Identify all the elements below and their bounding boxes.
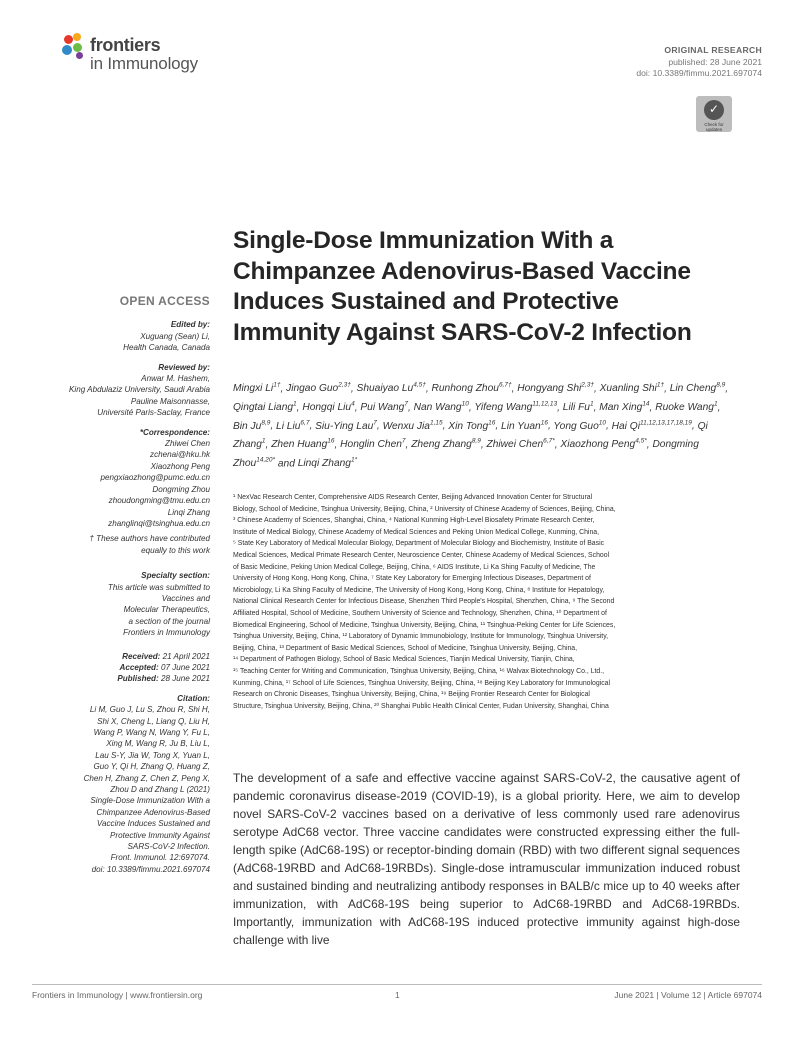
- author-affiliation-marker: 14,20*: [256, 456, 276, 464]
- affiliation-line: Microbiology, Li Ka Shing Faculty of Medicine, The University of Hong Kong, Hong Kong, China, ⁸ Institute for Hepatology,: [233, 586, 605, 594]
- author-name-text: Mingxi Li: [233, 383, 274, 395]
- sidebar-line: Vaccines and: [161, 593, 210, 603]
- author-affiliation-marker: 16: [327, 438, 335, 446]
- affiliation-line: of Basic Medicine, Peking Union Medical College, Beijing, China, ⁶ AIDS Institute, Li Ka Shing Faculty of Medicine, The: [233, 563, 596, 571]
- sidebar-line: Chen H, Zhang Z, Chen Z, Peng X,: [83, 773, 210, 783]
- article-dates: [10, 651, 210, 685]
- author-affiliation-marker: 11,12,13,17,18,19: [639, 419, 692, 427]
- author-name-text: Xuanling Shi: [599, 383, 657, 395]
- citation-heading: Citation:: [177, 693, 210, 703]
- author-name[interactable]: [600, 383, 664, 394]
- sidebar-line: Single-Dose Immunization With a: [90, 796, 210, 806]
- sidebar-line: Li M, Guo J, Lu S, Zhou R, Shi H,: [89, 705, 210, 715]
- email-link[interactable]: zchenai@hku.hk: [150, 450, 210, 460]
- sidebar-line: Zhiwei Chen: [165, 439, 210, 449]
- author-name[interactable]: [655, 402, 717, 413]
- sidebar-line: Chimpanzee Adenovirus-Based: [96, 807, 210, 817]
- journal-name-line1: frontiers: [90, 35, 161, 55]
- affiliation-line: ¹ NexVac Research Center, Comprehensive AIDS Research Center, Beijing Advanced Innovation Center for Structural: [233, 494, 593, 501]
- author-name[interactable]: [340, 439, 405, 450]
- frontiers-logo-icon: [62, 33, 88, 59]
- author-affiliation-marker: 16: [540, 419, 548, 427]
- author-affiliation-marker: 4,5*: [635, 438, 647, 446]
- author-affiliation-marker: 1†: [656, 382, 665, 389]
- affiliation-line: Institute of Medical Biology, Chinese Academy of Medical Sciences and Peking Union Medical College, Kunming, China,: [233, 528, 600, 536]
- author-name-text: Zheng Zhang: [411, 439, 472, 451]
- author-affiliation-marker: 1: [261, 438, 266, 446]
- author-name-text: Siu-Ying Lau: [315, 420, 374, 432]
- author-name[interactable]: [233, 421, 270, 432]
- affiliation-line: ¹⁵ Teaching Center for Writing and Communication, Tsinghua University, Beijing, China, ¹⁶ Walvax Biotechnology Co., Ltd.,: [233, 667, 605, 675]
- affiliation-line: ⁵ State Key Laboratory of Medical Molecular Biology, Department of Molecular Biology and Biochemistry, Institute of Basic: [233, 540, 605, 548]
- edited-by-heading: Edited by:: [170, 320, 210, 330]
- published-date: published: 28 June 2021: [668, 56, 762, 67]
- author-affiliation-marker: 1: [293, 400, 297, 408]
- affiliation-line: Kunming, China, ¹⁷ School of Life Sciences, Tsinghua University, Beijing, China, ¹⁸ Beijing Key Laboratory for Immunological: [233, 679, 611, 687]
- author-name-text: Man Xing: [599, 402, 643, 414]
- author-affiliation-marker: 6,7*: [543, 438, 555, 446]
- author-name[interactable]: [315, 421, 377, 432]
- author-affiliation-marker: 1†: [273, 382, 281, 389]
- author-name-text: Qingtai Liang: [233, 402, 294, 414]
- author-name-text: Jingao Guo: [286, 383, 339, 395]
- author-name[interactable]: [474, 402, 557, 413]
- edited-by: [10, 331, 210, 354]
- specialty-heading: Specialty section:: [141, 571, 210, 581]
- page-number: 1: [395, 990, 400, 1000]
- author-affiliation-marker: 7: [404, 400, 408, 408]
- affiliation-line: ³ Chinese Academy of Sciences, Shanghai, China, ⁴ National Kunming High-Level Biosafety Primate Research Center,: [233, 517, 595, 525]
- specialty-section: [10, 582, 210, 639]
- author-affiliation-marker: 7: [373, 419, 377, 427]
- author-affiliation-marker: 1*: [350, 456, 358, 464]
- correspondence: [10, 438, 210, 529]
- author-name-text: Lin Yuan: [501, 420, 541, 432]
- author-name[interactable]: [553, 421, 606, 432]
- author-affiliation-marker: 8,9: [261, 419, 271, 427]
- received-date: Received: 21 April 2021: [122, 651, 210, 661]
- sidebar-line: Zhou D and Zhang L (2021): [110, 785, 210, 795]
- sidebar-line: a section of the journal: [128, 616, 210, 626]
- author-name[interactable]: [517, 383, 594, 394]
- author-name[interactable]: [501, 421, 548, 432]
- author-affiliation-marker: 2,3†: [338, 382, 351, 389]
- sidebar-line: Front. Immunol. 12:697074.: [110, 853, 210, 863]
- sidebar-line: Guo Y, Qi H, Zhang Q, Huang Z,: [93, 762, 210, 772]
- sidebar-line: King Abdulaziz University, Saudi Arabia: [69, 385, 210, 395]
- author-affiliation-marker: 4,5†: [413, 382, 426, 389]
- citation: [10, 704, 210, 875]
- author-affiliation-marker: 1,15: [429, 419, 443, 427]
- sidebar-line: Molecular Therapeutics,: [123, 605, 210, 615]
- author-name[interactable]: [298, 458, 357, 469]
- author-name[interactable]: [448, 421, 495, 432]
- author-name-text: Shuaiyao Lu: [356, 383, 414, 395]
- author-name-text: Yong Guo: [553, 420, 599, 432]
- affiliation-line: National Clinical Research Center for Infectious Disease, Shenzhen Third People's Hospital, Shenzhen, China, ⁹ The Second: [233, 598, 615, 606]
- author-name-text: Li Liu: [276, 420, 301, 432]
- sidebar-line: Linqi Zhang: [167, 507, 210, 517]
- author-affiliation-marker: 8,9: [716, 382, 726, 389]
- author-name[interactable]: [411, 439, 481, 450]
- email-link[interactable]: zhanglinqi@tsinghua.edu.cn: [108, 518, 210, 528]
- author-affiliation-marker: 16: [488, 419, 496, 427]
- author-name[interactable]: [414, 402, 469, 413]
- article-meta: [636, 45, 762, 80]
- sidebar-line: Shi X, Cheng L, Liang Q, Liu H,: [97, 716, 210, 726]
- author-name[interactable]: [233, 383, 280, 394]
- author-name[interactable]: [612, 421, 692, 432]
- sidebar-line: Xiaozhong Peng: [150, 461, 210, 471]
- sidebar-line: Health Canada, Canada: [123, 343, 210, 353]
- accepted-date: Accepted: 07 June 2021: [119, 662, 210, 672]
- author-name-text: Lili Fu: [562, 402, 590, 414]
- author-name[interactable]: [233, 402, 297, 413]
- author-name[interactable]: [599, 402, 649, 413]
- author-name[interactable]: [563, 402, 594, 413]
- sidebar-line: SARS-CoV-2 Infection.: [127, 842, 210, 852]
- author-name-text: Hai Qi: [611, 420, 640, 432]
- journal-name-line2: in Immunology: [90, 54, 198, 73]
- author-name-text: Hongyang Shi: [517, 383, 582, 395]
- affiliation-line: Structure, Tsinghua University, Beijing, China, ²⁰ Shanghai Public Health Clinical Center, Fudan University, Shanghai, China: [233, 702, 609, 710]
- author-name-text: Nan Wang: [413, 402, 462, 414]
- article-doi[interactable]: doi: 10.3389/fimmu.2021.697074: [636, 68, 762, 78]
- journal-logo: [62, 33, 232, 83]
- reviewed-by: [10, 373, 210, 419]
- author-affiliation-marker: 4: [351, 400, 355, 408]
- affiliation-line: Tsinghua University, Beijing, China, ¹² Laboratory of Dynamic Immunobiology, Institute for Immunology, Tsinghua University,: [233, 633, 609, 641]
- affiliation-line: University of Hong Kong, Hong Kong, China, ⁷ State Key Laboratory for Emerging Infectious Diseases, Department of: [233, 575, 591, 583]
- sidebar-line: Lau S-Y, Jia W, Tong X, Yuan L,: [95, 750, 210, 760]
- sidebar-line: Protective Immunity Against: [109, 830, 210, 840]
- author-name-text: Runhong Zhou: [431, 383, 499, 395]
- author-affiliation-marker: 14: [642, 400, 650, 408]
- author-name-text: Honglin Chen: [340, 439, 402, 451]
- sidebar-line: † These authors have contributed: [89, 534, 210, 544]
- author-affiliation-marker: 1: [589, 400, 594, 408]
- author-affiliation-marker: 7: [401, 438, 406, 446]
- citation-doi-link[interactable]: doi: 10.3389/fimmu.2021.697074: [91, 864, 210, 874]
- author-name[interactable]: [357, 383, 426, 394]
- affiliations: [233, 492, 733, 712]
- author-name[interactable]: [383, 421, 443, 432]
- author-name[interactable]: [360, 402, 408, 413]
- email-link[interactable]: zhoudongming@tmu.edu.cn: [108, 496, 210, 506]
- footer-divider: [32, 984, 762, 985]
- sidebar-line: Xuguang (Sean) Li,: [140, 331, 210, 341]
- sidebar-line: equally to this work: [141, 545, 210, 555]
- author-name[interactable]: [276, 421, 309, 432]
- author-name-text: Xin Tong: [448, 420, 489, 432]
- author-name-text: Pui Wang: [360, 402, 405, 414]
- sidebar-line: Vaccine Induces Sustained and: [96, 819, 210, 829]
- correspondence-heading: *Correspondence:: [139, 427, 210, 437]
- reviewed-by-heading: Reviewed by:: [158, 362, 210, 372]
- author-affiliation-marker: 10: [461, 400, 469, 408]
- affiliation-line: Biomedical Engineering, School of Medicine, Tsinghua University, Beijing, China, ¹¹ Tsinghua-Peking Center for Life Sciences,: [233, 621, 616, 629]
- author-name-text: Dongming Zhou: [233, 439, 699, 470]
- affiliation-line: Medical Sciences, Medical Primate Research Center, Neuroscience Center, Chinese Academy of Medical Sciences, School: [233, 551, 610, 559]
- affiliation-line: Research on Chronic Diseases, Tsinghua University, Beijing, China, ¹⁹ Beijing Frontier Research Center for Biological: [233, 691, 590, 699]
- article-type: ORIGINAL RESEARCH: [664, 45, 762, 55]
- affiliation-line: Beijing, China, ¹³ Department of Basic Medical Sciences, School of Medicine, Tsinghua University, Beijing, China,: [233, 644, 578, 652]
- author-affiliation-marker: 11,12,13: [532, 400, 558, 408]
- author-affiliation-marker: 1: [713, 400, 718, 408]
- author-name-text: Xiaozhong Peng: [560, 439, 636, 451]
- author-name-text: Lin Cheng: [669, 383, 717, 395]
- equal-contribution-note: [10, 533, 210, 556]
- author-name-text: Bin Ju: [233, 420, 262, 432]
- check-for-updates-badge[interactable]: [696, 96, 732, 132]
- sidebar-line: Wang P, Wang N, Wang Y, Fu L,: [93, 728, 210, 737]
- author-affiliation-marker: 8,9: [471, 438, 481, 446]
- author-name-text: Qi Zhang: [233, 420, 708, 451]
- sidebar-line: Pauline Maisonnasse,: [130, 396, 210, 406]
- author-affiliation-marker: 6,7: [300, 419, 310, 427]
- bookmark-icon: ✓: [704, 100, 724, 120]
- sidebar-line: Xing M, Wang R, Ju B, Liu L,: [106, 739, 210, 749]
- author-name[interactable]: [271, 439, 334, 450]
- author-name[interactable]: [560, 439, 646, 450]
- email-link[interactable]: pengxiaozhong@pumc.edu.cn: [100, 473, 210, 483]
- author-name-text: Wenxu Jia: [382, 420, 430, 432]
- author-name[interactable]: [286, 383, 351, 394]
- published-date-sidebar: Published: 28 June 2021: [117, 674, 210, 684]
- footer-journal[interactable]: Frontiers in Immunology | www.frontiersin.org: [32, 990, 203, 1000]
- author-name[interactable]: [302, 402, 354, 413]
- author-name-text: Zhiwei Chen: [486, 439, 544, 451]
- article-sidebar: [10, 296, 210, 875]
- affiliation-line: Biology, School of Medicine, Tsinghua University, Beijing, China, ² University of Chinese Academy of Sciences, Beijing, China,: [233, 505, 616, 513]
- sidebar-line: Frontiers in Immunology: [123, 628, 210, 638]
- author-affiliation-marker: 2,3†: [581, 382, 594, 389]
- sidebar-line: This article was submitted to: [107, 582, 210, 592]
- footer-volume: June 2021 | Volume 12 | Article 697074: [614, 990, 762, 1000]
- sidebar-line: Dongming Zhou: [152, 484, 210, 494]
- open-access-label: OPEN ACCESS: [119, 294, 210, 308]
- author-name-text: Ruoke Wang: [655, 402, 714, 414]
- affiliation-line: Affiliated Hospital, School of Medicine, Southern University of Science and Technology, Shenzhen, China, ¹⁰ Department of: [233, 609, 607, 617]
- author-name-text: Linqi Zhang: [297, 458, 351, 470]
- sidebar-line: Université Paris-Saclay, France: [97, 408, 210, 418]
- author-name[interactable]: [432, 383, 512, 394]
- author-name-text: Zhen Huang: [271, 439, 328, 451]
- article-title: Single-Dose Immunization With a Chimpanzee Adenovirus-Based Vaccine Induces Sustained and Protective Immunity Against SARS-CoV-2 Infection: [233, 227, 692, 346]
- check-badge-label: Check for updates: [704, 122, 724, 132]
- author-name[interactable]: [670, 383, 726, 394]
- author-name[interactable]: [487, 439, 555, 450]
- author-name-text: Hongqi Liu: [302, 402, 352, 414]
- author-affiliation-marker: 6,7†: [498, 382, 512, 389]
- author-name-text: Yifeng Wang: [474, 402, 533, 414]
- affiliation-line: ¹⁴ Department of Pathogen Biology, School of Basic Medical Sciences, Tianjin Medical University, Tianjin, China,: [233, 656, 575, 664]
- sidebar-line: Anwar M. Hashem,: [141, 374, 210, 384]
- author-affiliation-marker: 10: [598, 419, 606, 427]
- author-list: Mingxi $Li^{1\dagger}$, Jingao Guo$^{2,3\dagger}$, Shuaiyao $Lu^{4,5\dagger}$, Runhong Zhou$^{6,7\dagger}$, Hongyang Shi$^{2,3\dagger}$, Xuanling Shi$^{1\dagger}$, Lin Cheng$^{8,9}$, Qingtai Liang$^1$, Hongqi Liu$^4$, Pui Wang$^7$, Nan Wang$^{10}$, Yifeng Wang$^{11,12,13}$, Lili Fu$^1$, Man Xing$^{14}$, Ruoke Wang$^1$, Bin Ju$^{8,9}$, Li Liu$^{6,7}$, Siu-Ying Lau$^7$, Wenxu Jia$^{1,15}$, Xin Tong$^{16}$, Lin Yuan$^{16}$, Yong Guo$^{10}$, Hai Qi$^{11,12,13,17,18,19}$, Qi Zhang$^1$, Zhen Huang$^{16}$, Honglin Chen$^7$, Zheng Zhang$^{8,9}$, Zhiwei Chen$^{6,7*}$, Xiaozhong Peng$^{4,5*}$, Dongming Zhou$^{14,20*}$ and Linqi Zhang$^{1*}$: [233, 382, 729, 470]
- abstract: The development of a safe and effective vaccine against SARS-CoV-2, the causative agent of pandemic coronavirus disease-2019 (COVID-19), is a global priority. Here, we aim to develop novel SARS-CoV-2 vaccines based on a derivative of less commonly used rare adenovirus serotype AdC68 vector. Three vaccine candidates were constructed expressing either the full-length spike (AdC68-19S) or receptor-binding domain (RBD) with two different signal sequences (AdC68-19RBD and AdC68-19RBDs). Single-dose intramuscular immunization induced robust and sustained binding and neutralizing antibody responses in BALB/c mice up to 40 weeks after immunization, with AdC68-19S being superior to AdC68-19RBD and AdC68-19RBDs. Importantly, immunization with AdC68-19S induced protective immunity against high-dose challenge with live: [233, 771, 740, 947]
